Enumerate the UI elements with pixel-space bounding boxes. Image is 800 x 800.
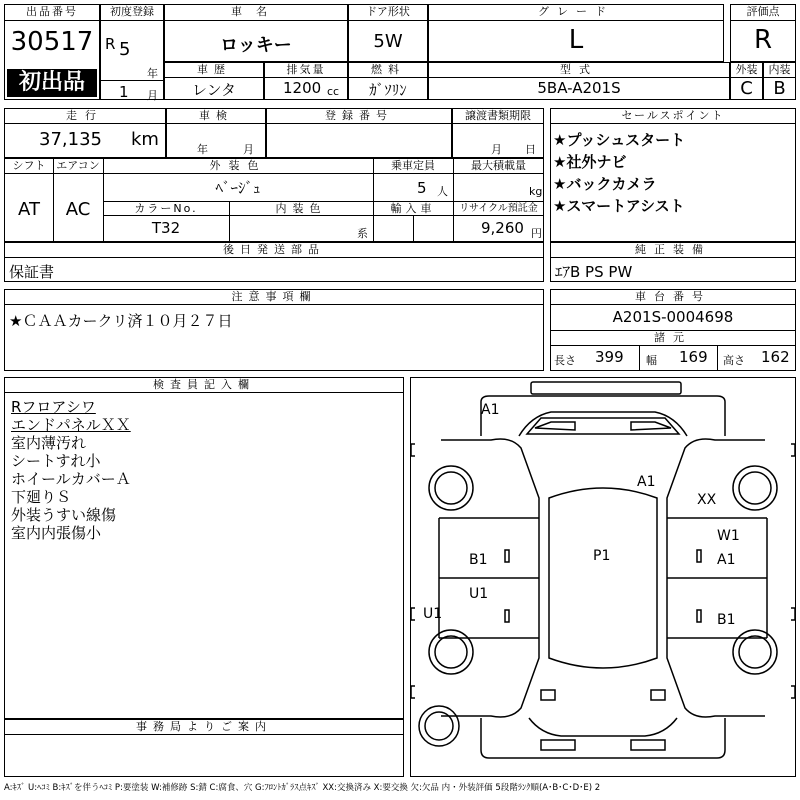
import-label: 輸入車 bbox=[390, 202, 436, 215]
lot-number-label: 出品番号 bbox=[26, 5, 78, 18]
genuine-equipment: ｴｱB PS PW bbox=[555, 263, 633, 281]
inspector-label: 検査員記入欄 bbox=[153, 378, 255, 391]
interior-label: 内装 bbox=[768, 63, 791, 76]
max-load-label: 最大積載量 bbox=[471, 159, 526, 172]
interior-color-unit: 系 bbox=[357, 227, 368, 240]
exterior-color: ﾍﾞｰｼﾞｭ bbox=[215, 179, 261, 197]
inspection-label: 車検 bbox=[199, 109, 233, 122]
notes: ★ＣＡＡカークリ済１０月２７日 bbox=[9, 312, 233, 330]
mark-right-door-2: A1 bbox=[717, 552, 736, 568]
displacement-unit: cc bbox=[327, 85, 340, 98]
later-parts-box bbox=[4, 242, 544, 282]
mark-left-rear-door: U1 bbox=[469, 586, 489, 602]
car-outline-diagram bbox=[411, 378, 795, 776]
exterior-grade: C bbox=[740, 78, 753, 99]
grade-box bbox=[428, 4, 724, 62]
sales-point-item: ★スマートアシスト bbox=[553, 197, 685, 215]
history: レンタ bbox=[191, 81, 237, 99]
first-registration-label: 初度登録 bbox=[110, 5, 154, 18]
mileage-unit: km bbox=[131, 129, 159, 150]
interior-box bbox=[763, 62, 796, 100]
inspection-year-unit: 年 bbox=[197, 143, 208, 156]
inspector-line: Rフロアシワ bbox=[11, 398, 96, 416]
model: 5BA-A201S bbox=[537, 79, 621, 97]
recycle-unit: 円 bbox=[531, 227, 542, 240]
displacement: 1200 bbox=[283, 79, 322, 97]
inspection-box bbox=[166, 108, 266, 158]
sales-point-item: ★プッシュスタート bbox=[553, 131, 686, 149]
grade-label: グレード bbox=[538, 5, 614, 18]
registration-number-label: 登録番号 bbox=[325, 109, 393, 122]
dimensions-label: 諸元 bbox=[654, 331, 692, 344]
exterior-box bbox=[730, 62, 763, 100]
exterior-color-label: 外装色 bbox=[209, 159, 267, 172]
ac-label: エアコン bbox=[56, 159, 100, 172]
history-box bbox=[164, 62, 264, 100]
recycle-label: リサイクル預託金 bbox=[459, 203, 538, 214]
notes-box bbox=[4, 289, 544, 371]
sales-point-item: ★バックカメラ bbox=[553, 175, 657, 193]
length: 399 bbox=[595, 348, 624, 366]
genuine-equipment-label: 純正装備 bbox=[635, 243, 711, 256]
air-conditioner: AC bbox=[65, 199, 91, 220]
office-label: 事務局よりご案内 bbox=[136, 720, 272, 733]
load-unit: kg bbox=[529, 185, 543, 198]
later-parts-label: 後日発送部品 bbox=[223, 243, 325, 256]
inspector-line: シートすれ小 bbox=[11, 452, 101, 470]
inspector-line: 室内薄汚れ bbox=[11, 434, 87, 452]
mark-left-side: U1 bbox=[423, 606, 443, 622]
score: R bbox=[753, 25, 773, 55]
color-number-label: カラーNo. bbox=[134, 202, 198, 215]
capacity-label: 乗車定員 bbox=[391, 159, 435, 172]
first-registration-box bbox=[100, 4, 164, 100]
capacity-unit: 人 bbox=[437, 185, 448, 198]
interior-grade: B bbox=[773, 78, 786, 99]
fuel-label: 燃料 bbox=[371, 63, 405, 76]
width: 169 bbox=[679, 348, 708, 366]
damage-diagram bbox=[410, 377, 796, 777]
fuel: ｶﾞｿﾘﾝ bbox=[369, 81, 407, 99]
history-label: 車歴 bbox=[197, 63, 231, 76]
mileage: 37,135 bbox=[39, 129, 102, 150]
mark-right-door-1: W1 bbox=[717, 528, 740, 544]
door-shape: 5W bbox=[373, 31, 403, 52]
exterior-label: 外装 bbox=[735, 63, 758, 76]
car-name: ロッキー bbox=[220, 35, 292, 56]
lot-number-box bbox=[4, 4, 100, 100]
registration-number-box bbox=[266, 108, 452, 158]
inspection-month-unit: 月 bbox=[243, 143, 254, 156]
capacity: 5 bbox=[417, 179, 427, 197]
door-label: ドア形状 bbox=[366, 5, 410, 18]
shift-label: シフト bbox=[12, 159, 46, 172]
transfer-deadline-box bbox=[452, 108, 544, 158]
mark-left-front-door: B1 bbox=[469, 552, 488, 568]
model-box bbox=[428, 62, 730, 100]
recycle-fee: 9,260 bbox=[481, 219, 524, 237]
sales-points-label: セールスポイント bbox=[621, 109, 725, 122]
score-label: 評価点 bbox=[746, 5, 780, 18]
inspector-line: 室内内張傷小 bbox=[11, 524, 102, 542]
fuel-box bbox=[348, 62, 428, 100]
era: R bbox=[105, 35, 116, 53]
inspector-line: 下廻りＳ bbox=[11, 488, 72, 506]
chassis-label: 車台番号 bbox=[635, 290, 711, 303]
chassis-box bbox=[550, 289, 796, 371]
grade: L bbox=[568, 25, 584, 55]
height: 162 bbox=[761, 348, 790, 366]
sales-points-box bbox=[550, 108, 796, 242]
mileage-label: 走行 bbox=[66, 109, 104, 122]
length-label: 長さ bbox=[554, 354, 576, 367]
spec-grid bbox=[4, 158, 544, 242]
first-listing-badge: 初出品 bbox=[7, 69, 97, 97]
registration-month: 1 bbox=[119, 83, 129, 101]
car-name-label: 車名 bbox=[231, 5, 281, 18]
model-label: 型式 bbox=[560, 63, 598, 76]
mark-rear-right: XX bbox=[697, 492, 717, 508]
later-parts: 保証書 bbox=[9, 263, 55, 281]
notes-label: 注意事項欄 bbox=[231, 290, 317, 303]
inspector-line: 外装うすい線傷 bbox=[11, 506, 117, 524]
sales-point-item: ★社外ナビ bbox=[553, 153, 627, 171]
mileage-box bbox=[4, 108, 166, 158]
mark-front: A1 bbox=[481, 402, 500, 418]
height-label: 高さ bbox=[723, 354, 745, 367]
shift: AT bbox=[18, 199, 40, 220]
car-name-box bbox=[164, 4, 348, 62]
transfer-day-unit: 日 bbox=[525, 143, 536, 156]
year-unit: 年 bbox=[147, 67, 158, 80]
mark-center: P1 bbox=[593, 548, 611, 564]
registration-year: 5 bbox=[119, 39, 131, 60]
displacement-box bbox=[264, 62, 348, 100]
inspector-line: エンドパネルＸＸ bbox=[11, 416, 131, 434]
width-label: 幅 bbox=[646, 354, 657, 367]
door-box bbox=[348, 4, 428, 62]
displacement-label: 排気量 bbox=[286, 63, 326, 76]
inspector-box bbox=[4, 377, 404, 719]
color-number: T32 bbox=[151, 219, 181, 237]
genuine-equipment-box bbox=[550, 242, 796, 282]
legend: A:ｷｽﾞ U:ﾍｺﾐ B:ｷｽﾞを伴うﾍｺﾐ P:要塗装 W:補修跡 S:錆 C:腐食、穴 G:ﾌﾛﾝﾄｶﾞﾗｽ点ｷｽﾞ XX:交換済み X:要交換 欠:欠品 内・外装評価 5段階ﾗﾝｸ順(A･B･C･D･E) 2 bbox=[4, 783, 601, 793]
lot-number: 30517 bbox=[10, 27, 94, 57]
mark-roof: A1 bbox=[637, 474, 656, 490]
office-box bbox=[4, 719, 404, 777]
score-box bbox=[730, 4, 796, 62]
chassis-number: A201S-0004698 bbox=[612, 308, 734, 326]
transfer-month-unit: 月 bbox=[491, 143, 502, 156]
mark-right-rear: B1 bbox=[717, 612, 736, 628]
transfer-deadline-label: 譲渡書類期限 bbox=[465, 109, 531, 122]
interior-color-label: 内装色 bbox=[275, 202, 327, 215]
inspector-line: ホイールカバーＡ bbox=[11, 470, 131, 488]
month-unit: 月 bbox=[147, 89, 158, 102]
